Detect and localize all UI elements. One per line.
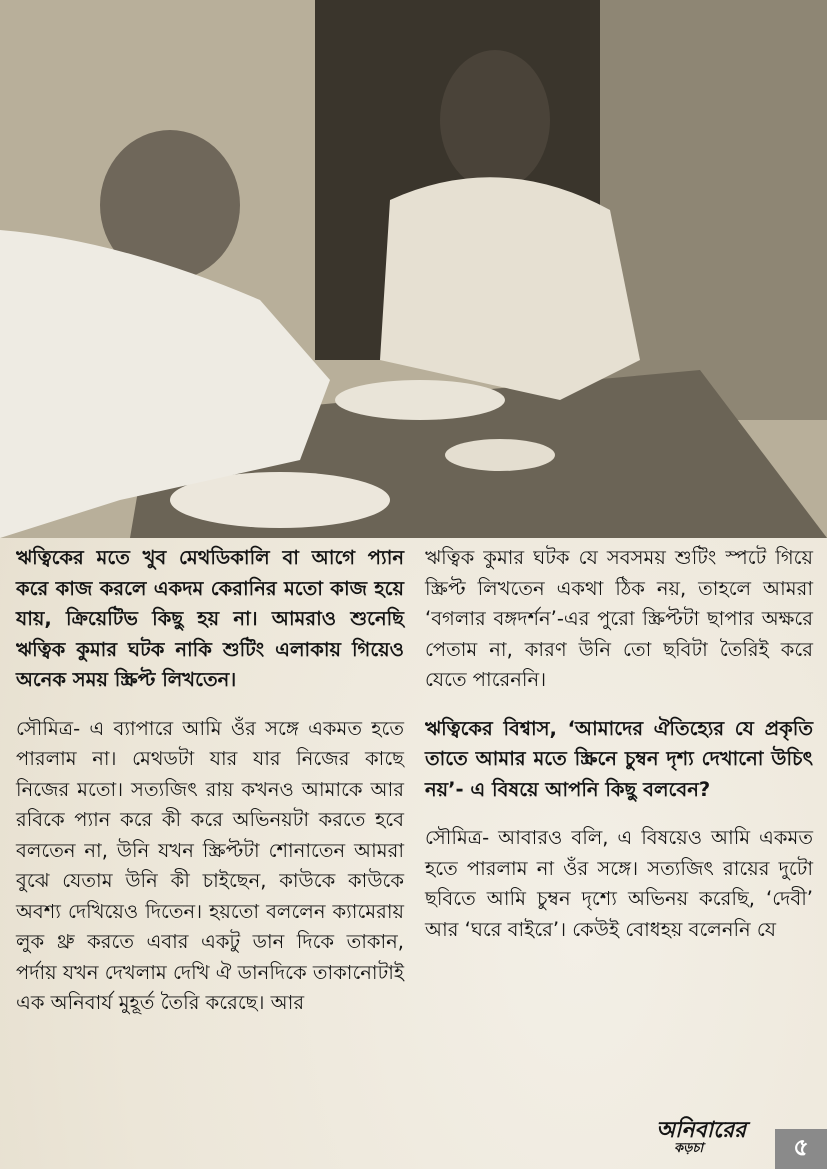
question-1: ঋত্বিকের মতে খুব মেথডিকালি বা আগে প্যান করে কাজ করলে একদম কেরানির মতো কাজ হয়ে যায়, ক্রিয়েটিভ কিছু হয় না। আমরাও শুনেছি ঋত্বিক কুমার ঘটক নাকি শুটিং এলাকায় গিয়েও অনেক সময় স্ক্রিপ্ট লিখতেন। <box>16 546 404 691</box>
page-number: ৫ <box>775 1129 827 1169</box>
photograph-two-people-at-table-icon <box>0 0 827 538</box>
left-column <box>16 543 404 1037</box>
logo-line-2: কড়চা <box>674 1141 704 1156</box>
answer-1-continuation: ঋত্বিক কুমার ঘটক যে সবসময় শুটিং স্পটে গিয়ে স্ক্রিপ্ট লিখতেন একথা ঠিক নয়, তাহলে আমরা ‘বগলার বঙ্গদর্শন’-এর পুরো স্ক্রিপ্টটা ছাপার অক্ষরে পেতাম না, কারণ উনি তো ছবিটা তৈরিই করে যেতে পারেননি। <box>425 546 813 691</box>
right-column <box>425 543 813 963</box>
question-2: ঋত্বিকের বিশ্বাস, ‘আমাদের ঐতিহ্যের যে প্রকৃতি তাতে আমার মতে স্ক্রিনে চুম্বন দৃশ্য দেখানো উচিৎ নয়’- এ বিষয়ে আপনি কিছু বলবেন? <box>425 716 813 801</box>
magazine-logo <box>656 1118 766 1162</box>
photograph <box>0 0 827 538</box>
answer-2: সৌমিত্র- আবারও বলি, এ বিষয়েও আমি একমত হতে পারলাম না ওঁর সঙ্গে। সত্যজিৎ রায়ের দুটো ছবিতে আমি চুম্বন দৃশ্যে অভিনয় করেছি, ‘দেবী’ আর ‘ঘরে বাইরে’। কেউই বোধহয় বলেননি যে <box>425 826 813 941</box>
answer-1: সৌমিত্র- এ ব্যাপারে আমি ওঁর সঙ্গে একমত হতে পারলাম না। মেথডটা যার যার নিজের কাছে নিজের মতো। সত্যজিৎ রায় কখনও আমাকে আর রবিকে প্যান করে কী করে অভিনয়টা করতে হবে বলতেন না, উনি যখন স্ক্রিপ্টটা শোনাতেন আমরা বুঝে যেতাম উনি কী চাইছেন, কাউকে কাউকে অবশ্য দেখিয়েও দিতেন। হয়তো বললেন ক্যামেরায় লুক থ্রু করতে এবার একটু ডান দিকে তাকান, পর্দায় যখন দেখলাম দেখি ঐ ডানদিকে তাকানোটাই এক অনিবার্য মুহূর্ত তৈরি করেছে। আর <box>16 716 404 1014</box>
logo-line-1: অনিবারের <box>656 1117 747 1143</box>
